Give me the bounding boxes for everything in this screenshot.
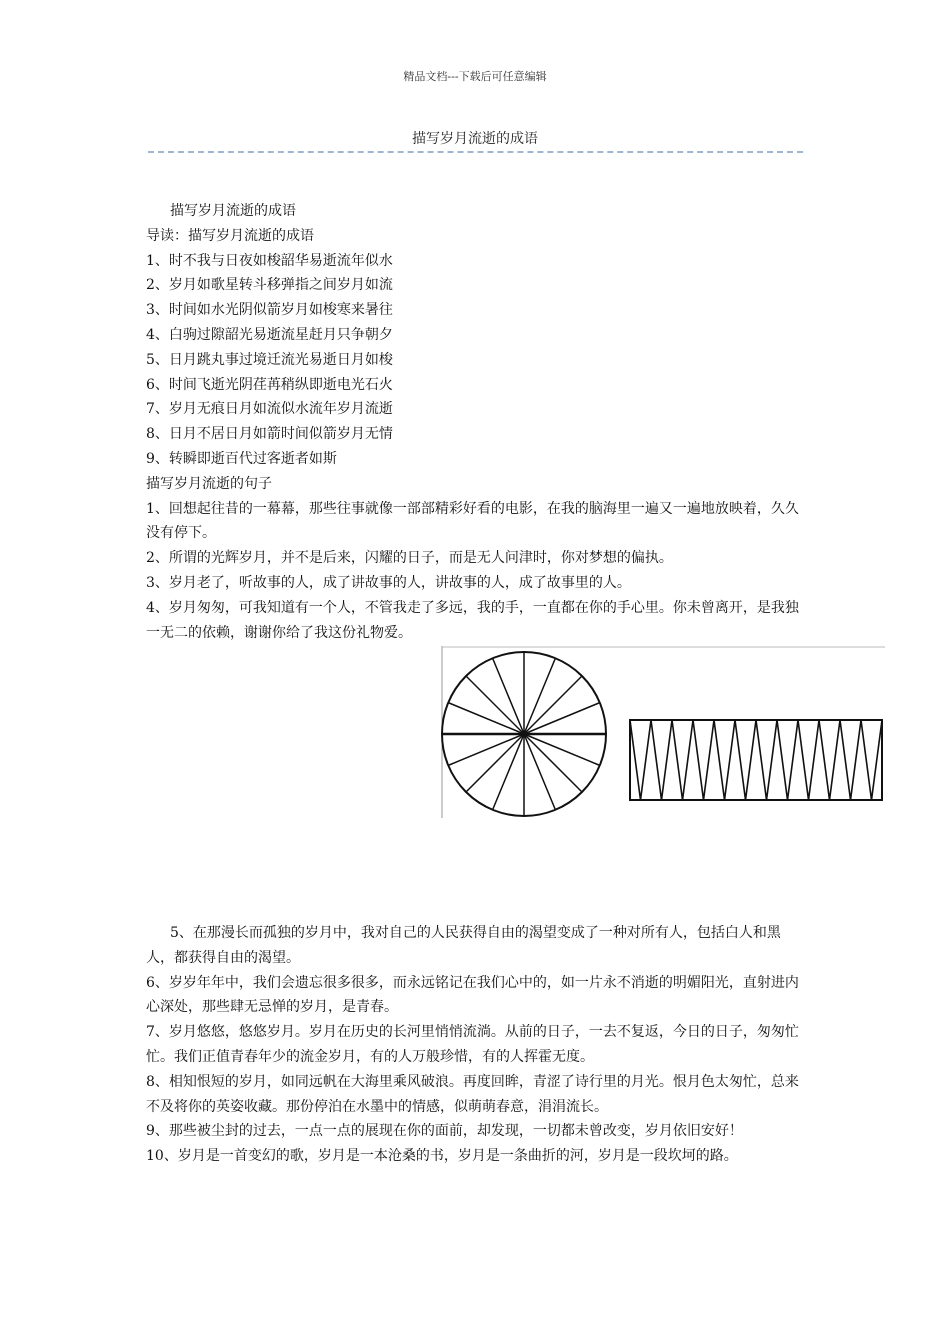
sentence-paragraph: 1、回想起往昔的一幕幕，那些往事就像一部部精彩好看的电影，在我的脑海里一遍又一遍地放映着，久久没有停下。 <box>146 500 799 542</box>
sentences-heading: 描写岁月流逝的句子 <box>146 475 272 492</box>
document-title: 描写岁月流逝的成语 <box>412 131 538 147</box>
sentence-paragraph: 7、岁月悠悠，悠悠岁月。岁月在历史的长河里悄悄流淌。从前的日子，一去不复返，今日的日子，匆匆忙忙。我们正值青春年少的流金岁月，有的人万般珍惜，有的人挥霍无度。 <box>146 1024 799 1065</box>
sentence-paragraph: 3、岁月老了，听故事的人，成了讲故事的人，讲故事的人，成了故事里的人。 <box>146 574 631 591</box>
sentence-paragraph: 2、所谓的光辉岁月，并不是后来，闪耀的日子，而是无人问津时，你对梦想的偏执。 <box>146 550 673 567</box>
section-idioms <box>146 199 808 645</box>
section-heading: 描写岁月流逝的成语 <box>170 203 296 219</box>
title-divider <box>148 151 803 153</box>
zigzag-frame <box>630 720 882 800</box>
intro-line: 导读：描写岁月流逝的成语 <box>146 227 314 244</box>
idiom-line: 5、日月跳丸事过境迁流光易逝日月如梭 <box>146 351 393 368</box>
sentence-paragraph: 5、在那漫长而孤独的岁月中，我对自己的人民获得自由的渴望变成了一种对所有人，包括白人和黑人，都获得自由的渴望。 <box>146 925 781 966</box>
sentence-paragraph: 9、那些被尘封的过去，一点一点的展现在你的面前，却发现，一切都未曾改变，岁月依旧安好！ <box>146 1123 743 1140</box>
idiom-line: 6、时间飞逝光阴荏苒稍纵即逝电光石火 <box>146 376 393 393</box>
idiom-line: 9、转瞬即逝百代过客逝者如斯 <box>146 450 337 467</box>
zigzag-line <box>630 720 882 800</box>
idiom-line: 3、时间如水光阴似箭岁月如梭寒来暑往 <box>146 302 393 319</box>
wheel-spoke <box>524 676 582 734</box>
sentence-paragraph: 6、岁岁年年中，我们会遗忘很多很多，而永远铭记在我们心中的，如一片永不消逝的明媚阳光，直射进内心深处，那些肆无忌惮的岁月，是青春。 <box>146 974 799 1016</box>
idiom-line: 8、日月不居日月如箭时间似箭岁月无情 <box>146 426 393 443</box>
wheel-spoke <box>466 734 524 792</box>
sentence-paragraph: 10、岁月是一首变幻的歌，岁月是一本沧桑的书，岁月是一条曲折的河，岁月是一段坎坷的路。 <box>146 1148 738 1165</box>
idiom-line: 2、岁月如歌星转斗移弹指之间岁月如流 <box>146 277 393 294</box>
wheel-spoke <box>524 734 582 792</box>
wheel-diagram <box>442 652 606 816</box>
idiom-line: 1、时不我与日夜如梭韶华易逝流年似水 <box>146 252 393 269</box>
decorative-figure <box>440 646 885 818</box>
wheel-spoke <box>466 676 524 734</box>
zigzag-diagram <box>630 720 882 800</box>
sentence-paragraph: 4、岁月匆匆，可我知道有一个人，不管我走了多远，我的手，一直都在你的手心里。你未曾离开，是我独一无二的依赖，谢谢你给了我这份礼物爱。 <box>146 599 799 641</box>
section-sentences-continued <box>146 921 808 1169</box>
header-note: 精品文档---下载后可任意编辑 <box>403 70 547 83</box>
idiom-line: 7、岁月无痕日月如流似水流年岁月流逝 <box>146 401 393 418</box>
idiom-line: 4、白驹过隙韶光易逝流星赶月只争朝夕 <box>146 326 393 343</box>
sentence-paragraph: 8、相知恨短的岁月，如同远帆在大海里乘风破浪。再度回眸，青涩了诗行里的月光。恨月色太匆忙，总来不及将你的英姿收藏。那份停泊在水墨中的情感，似萌萌春意，涓涓流长。 <box>146 1073 799 1115</box>
